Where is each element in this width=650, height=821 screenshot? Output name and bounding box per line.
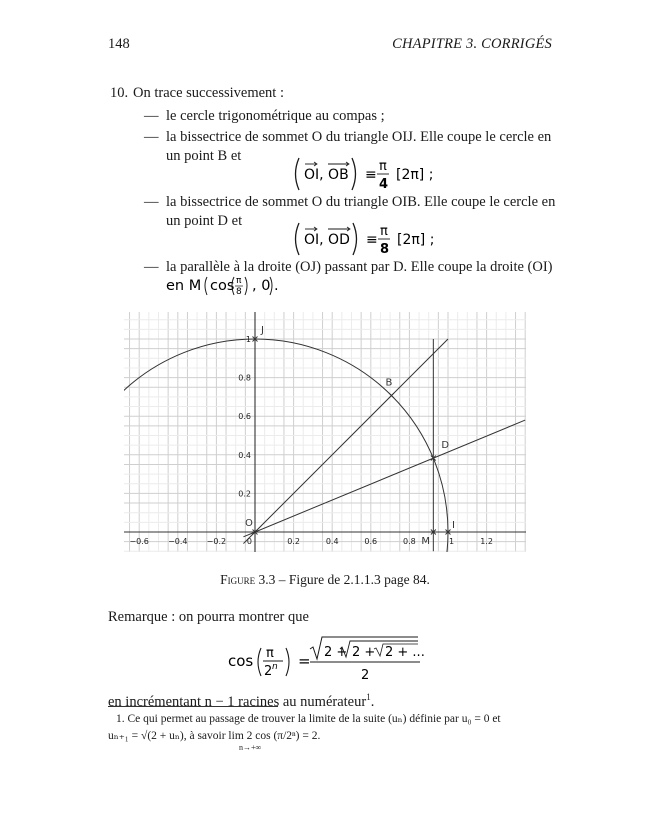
figure-caption xyxy=(0,572,650,588)
bullet-dash: — xyxy=(144,108,159,124)
remark-intro: Remarque : on pourra montrer que xyxy=(108,609,309,625)
item-number: 10. xyxy=(110,85,129,101)
x-tick-label: 0.2 xyxy=(287,537,300,546)
svg-text:OI, OD: OI, OD xyxy=(304,232,350,248)
point-label-o: O xyxy=(245,518,253,529)
x-tick-label: 0.8 xyxy=(403,537,416,546)
svg-text:8: 8 xyxy=(236,287,242,297)
point-label-i: I xyxy=(452,520,455,531)
svg-text:4: 4 xyxy=(379,177,389,192)
footnote-rule xyxy=(108,706,278,707)
bullet-text: la bissectrice de sommet O du triangle OIJ. Elle coupe le cercle en xyxy=(166,129,552,145)
x-tick-label: −0.4 xyxy=(168,537,188,546)
formula-frac-den: 2 xyxy=(264,664,273,679)
plot-grid xyxy=(124,312,526,552)
plot-axes xyxy=(124,312,526,552)
x-tick-label: 1 xyxy=(449,537,455,546)
y-tick-label: 0.6 xyxy=(238,412,251,422)
svg-text:OI, OB: OI, OB xyxy=(304,167,349,183)
svg-text:≡: ≡ xyxy=(366,232,378,248)
bullet-text: la parallèle à la droite (OJ) passant par D. Elle coupe la droite (OI) xyxy=(166,259,553,275)
bullet-dash: — xyxy=(144,129,159,145)
svg-text:[2π] ;: [2π] ; xyxy=(397,232,435,248)
formula-frac-num: π xyxy=(266,646,274,661)
point-m-coords xyxy=(164,271,284,299)
svg-text:π: π xyxy=(380,224,388,239)
x-tick-label: 1.2 xyxy=(480,537,493,546)
y-tick-label: 0.2 xyxy=(238,489,251,499)
svg-text:, 0: , 0 xyxy=(252,278,271,294)
remark-conclusion-text: en incrémentant n − 1 racines au numérateur xyxy=(108,693,367,710)
chapter-title: CHAPITRE 3. CORRIGÉS xyxy=(392,36,552,52)
x-tick-label: 0.6 xyxy=(364,537,378,546)
y-tick-label: 0.4 xyxy=(238,450,251,460)
svg-text:2 +: 2 + xyxy=(352,645,376,660)
y-tick-label: 1 xyxy=(245,335,251,344)
point-label-m: M xyxy=(421,536,430,547)
remark-formula xyxy=(228,632,428,688)
bullet-dash: — xyxy=(144,194,159,210)
formula-equals: = xyxy=(298,652,311,670)
remark-conclusion xyxy=(108,688,374,712)
footnote-lim-sub: n→+∞ xyxy=(239,743,262,752)
svg-text:8: 8 xyxy=(380,242,390,257)
point-label-j: J xyxy=(261,325,264,336)
angle-formula-ob xyxy=(290,154,440,194)
footnote-line-2: uₙ₊₁ = √(2 + uₙ), à savoir lim 2 cos (π/2ⁿ) = 2. xyxy=(108,730,321,742)
point-label-b: B xyxy=(385,377,393,389)
formula-cos: cos xyxy=(228,652,254,670)
bullet-text: la bissectrice de sommet O du triangle OIB. Elle coupe le cercle en xyxy=(166,194,556,210)
footnote-mark: 1 xyxy=(366,692,371,702)
bullet-dash: — xyxy=(144,259,159,275)
footnote-line-1: 1. Ce qui permet au passage de trouver la limite de la suite (uₙ) définie par u₀ = 0 et xyxy=(116,713,501,725)
bisector-line xyxy=(243,420,525,537)
svg-text:2 +: 2 + xyxy=(324,645,348,660)
svg-text:cos: cos xyxy=(210,278,235,294)
svg-text:[2π] ;: [2π] ; xyxy=(396,167,434,183)
svg-text:π: π xyxy=(379,159,387,174)
geometry-figure xyxy=(124,312,526,552)
angle-formula-od xyxy=(290,219,440,259)
x-tick-label: 0 xyxy=(246,537,252,546)
formula-frac-exp: n xyxy=(272,662,278,672)
item-intro: On trace successivement : xyxy=(133,85,284,101)
bullet-text: un point B et xyxy=(166,148,242,164)
svg-text:π: π xyxy=(236,276,242,286)
x-tick-label: 0.4 xyxy=(325,537,339,546)
y-tick-label: 0.8 xyxy=(238,373,251,383)
remark-conclusion-end: . xyxy=(370,693,375,710)
caption-text: 3.3 – Figure de 2.1.1.3 page 84. xyxy=(258,572,430,587)
point-label-d: D xyxy=(441,440,450,452)
svg-text:2 + ...: 2 + ... xyxy=(385,645,425,660)
svg-text:≡: ≡ xyxy=(365,167,377,183)
x-tick-label: −0.2 xyxy=(206,537,227,546)
svg-text:.: . xyxy=(274,278,279,294)
page-number: 148 xyxy=(108,36,130,52)
bullet-text: un point D et xyxy=(166,213,243,229)
bullet-text: le cercle trigonométrique au compas ; xyxy=(166,108,385,124)
svg-text:en M: en M xyxy=(166,278,202,294)
caption-label: Figure xyxy=(220,572,256,587)
formula-rhs-den: 2 xyxy=(361,668,370,683)
x-tick-label: −0.6 xyxy=(129,537,149,546)
